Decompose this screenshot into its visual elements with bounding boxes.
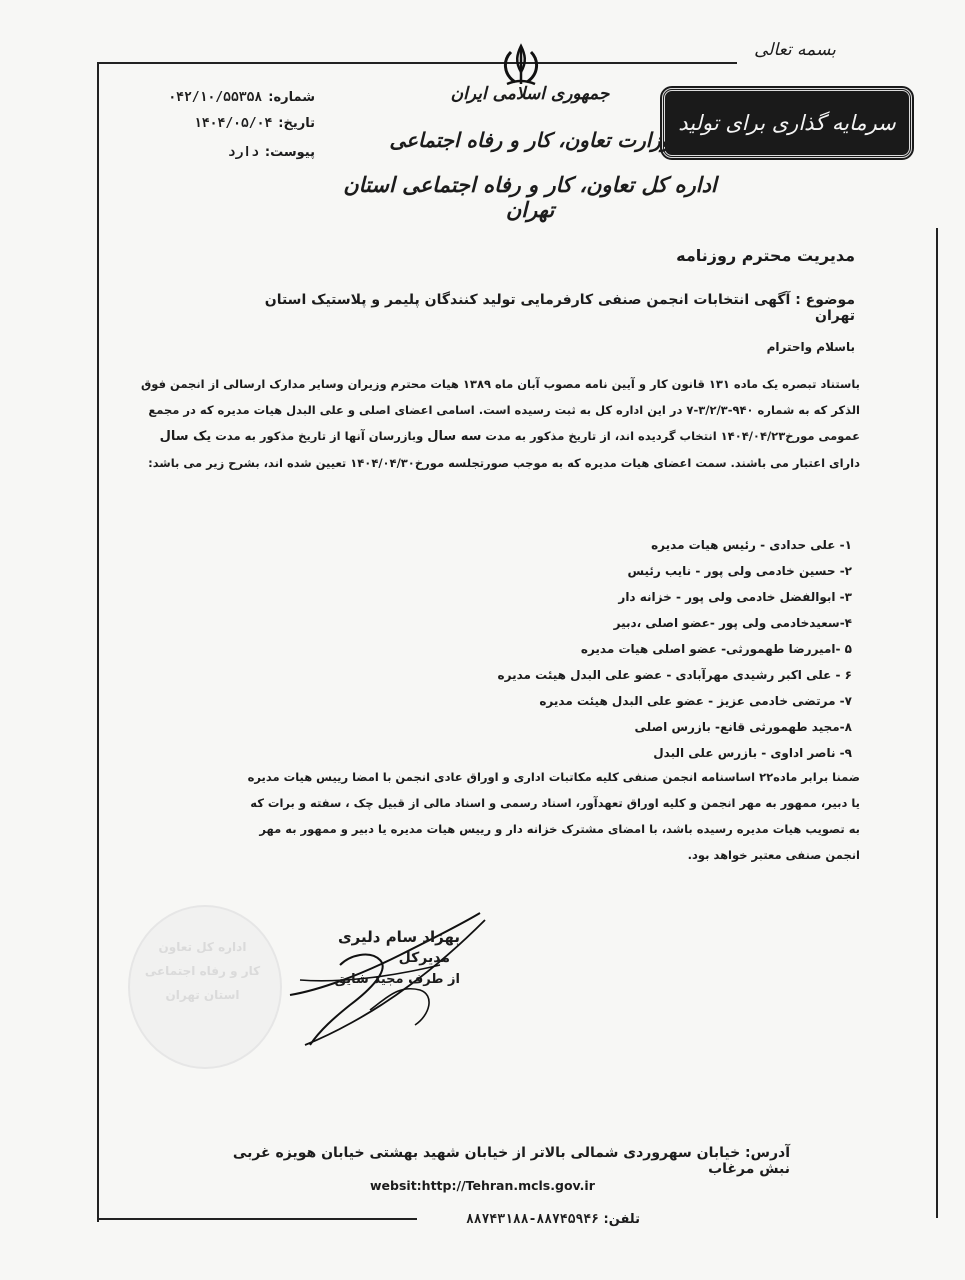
footer-phone-label: تلفن: <box>603 1212 640 1227</box>
list-item: ۴-سعیدخادمی ولی پور -عضو اصلی ،دبیر <box>613 616 852 630</box>
para-part-3: دارای اعتبار می باشند. سمت اعضای هیات مدیره که به موجب صورتجلسه مورخ۱۴۰۴/۰۴/۳۰ تعیین شده اند، بشرح زیر می باشد: <box>148 456 860 470</box>
meta-number-value: ۰۴۲/۱۰/۵۵۳۵۸ <box>168 90 263 105</box>
greeting: باسلام واحترام <box>766 340 855 354</box>
org-line-3: اداره کل تعاون، کار و رفاه اجتماعی استان تهران <box>343 172 717 222</box>
signatory-name: بهزاد سام دلیری <box>337 928 460 946</box>
meta-date-value: ۱۴۰۴/۰۵/۰۴ <box>194 116 273 131</box>
list-item: ۵ -امیررضا طهمورثی- عضو اصلی هیات مدیره <box>580 642 852 656</box>
frame-left-line <box>97 62 99 1222</box>
frame-right-line <box>936 228 938 1218</box>
frame-top-line <box>97 62 737 64</box>
board-members-list <box>420 532 852 766</box>
stamp-line-2: کار و رفاه اجتماعی <box>144 964 261 978</box>
meta-number-label: شماره: <box>268 90 315 105</box>
para-part-2: وبازرسان آنها از تاریخ مذکور به مدت <box>215 429 424 443</box>
signatory-title: مدیرکل <box>398 950 450 966</box>
list-item: ۲- حسین خادمی ولی پور - نایب رئیس <box>627 564 852 578</box>
org-line-1: جمهوری اسلامی ایران <box>450 84 610 104</box>
list-item: ۹- ناصر اداوی - بازرس علی البدل <box>653 746 852 760</box>
signatory-on-behalf: از طرف مجید شایق <box>334 972 460 987</box>
meta-attachment-value: دارد <box>227 145 259 160</box>
footer-address: آدرس: خیابان سهروردی شمالی بالاتر از خیابان شهید بهشتی خیابان هویزه غربی نبش مرغاب <box>232 1145 790 1177</box>
meta-date-label: تاریخ: <box>278 116 315 131</box>
meta-attachment-label: پیوست: <box>264 145 315 160</box>
frame-bottom-line <box>97 1218 417 1220</box>
meta-number <box>150 90 315 105</box>
meta-attachment <box>150 145 315 160</box>
list-item: ۳- ابوالفضل خادمی ولی پور - خزانه دار <box>618 590 852 604</box>
term-one-year: یک سال <box>159 429 212 444</box>
footer-phone <box>380 1212 640 1227</box>
list-item: ۶ - علی اکبر رشیدی مهرآبادی - عضو علی البدل هیئت مدیره <box>497 668 852 682</box>
para-part-1: باستناد تبصره یک ماده ۱۳۱ قانون کار و آیین نامه مصوب آبان ماه ۱۳۸۹ هیات محترم وزیران وسایر مدارک ارسالی از انجمن فوق الذکر که به شماره ۹۴۰-۳/۲/۳-۷ در این اداره کل به ثبت رسیده است. اسامی اعضای اصلی و علی البدل هیات مدیره که در مجمع عمومی مورخ۱۴۰۴/۰۴/۲۳ انتخاب گردیده اند، از تاریخ مذکور به مدت <box>140 377 860 443</box>
list-item: ۸-مجید طهمورثی قانع- بازرس اصلی <box>634 720 852 734</box>
subject-line: موضوع : آگهی انتخابات انجمن صنفی کارفرمایی تولید کنندگان پلیمر و پلاستیک استان تهران <box>264 292 855 324</box>
recipient-heading: مدیریت محترم روزنامه <box>676 246 855 265</box>
main-paragraph <box>140 371 860 476</box>
basmala: بسمه تعالی <box>754 40 836 60</box>
closing-paragraph: ضمنا برابر ماده۲۲ اساسنامه انجمن صنفی کلیه مکاتبات اداری و اوراق عادی انجمن با امضا رییس هیات مدیره یا دبیر، ممهور به مهر انجمن و کلیه اوراق تعهدآور، اسناد رسمی و اسناد مالی از قبیل چک ، سفته و برات که به تصویب هیات مدیره رسیده باشد، با امضای مشترک خزانه دار و رییس هیات مدیره یا دبیر و ممهور به مهر انجمن صنفی معتبر خواهد بود. <box>247 770 860 862</box>
slogan-banner: سرمایه گذاری برای تولید <box>662 88 912 158</box>
stamp-text <box>140 935 265 1007</box>
term-three-years: سه سال <box>427 429 482 444</box>
org-line-2: وزارت تعاون، کار و رفاه اجتماعی <box>389 128 671 152</box>
meta-date <box>150 116 315 131</box>
footer-phone-value: ۸۸۷۴۵۹۴۶-۸۸۷۴۳۱۸۸ <box>465 1212 600 1227</box>
stamp-line-3: استان تهران <box>165 988 240 1002</box>
stamp-line-1: اداره کل تعاون <box>158 940 247 954</box>
iran-emblem-icon <box>497 42 545 88</box>
footer-website: websit:http://Tehran.mcls.gov.ir <box>370 1178 595 1193</box>
list-item: ۷- مرتضی خادمی عزیز - عضو علی البدل هیئت مدیره <box>539 694 852 708</box>
list-item: ۱- علی حدادی - رئیس هیات مدیره <box>651 538 852 552</box>
